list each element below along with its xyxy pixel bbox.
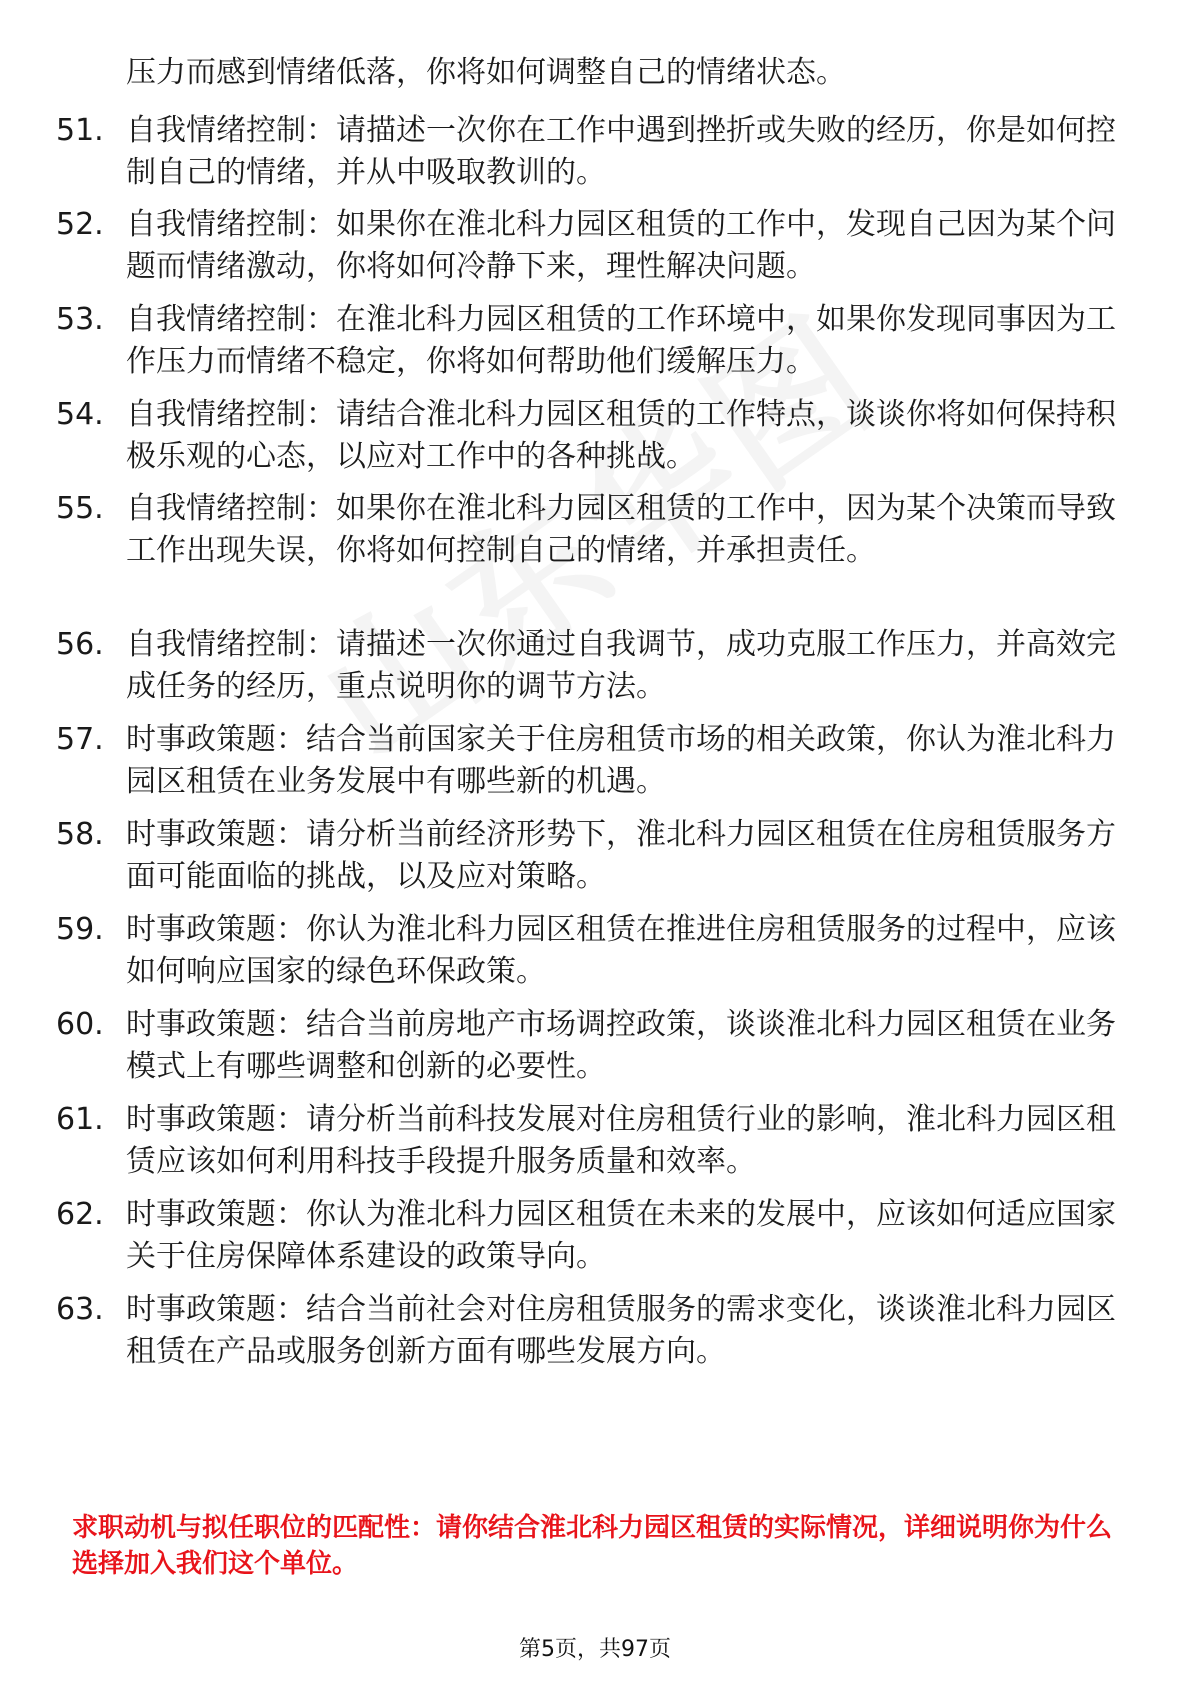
question-text: 时事政策题：结合当前国家关于住房租赁市场的相关政策，你认为淮北科力园区租赁在业务发展中有哪些新的机遇。 xyxy=(126,722,1116,799)
question-text: 自我情绪控制：请结合淮北科力园区租赁的工作特点，谈谈你将如何保持积极乐观的心态，以应对工作中的各种挑战。 xyxy=(126,397,1116,474)
question-number: 53. xyxy=(56,302,104,337)
question-number: 52. xyxy=(56,207,104,242)
question-text: 时事政策题：结合当前社会对住房租赁服务的需求变化，谈谈淮北科力园区租赁在产品或服务创新方面有哪些发展方向。 xyxy=(126,1292,1116,1369)
question-number: 62. xyxy=(56,1197,104,1232)
question-text: 时事政策题：你认为淮北科力园区租赁在推进住房租赁服务的过程中，应该如何响应国家的绿色环保政策。 xyxy=(126,912,1116,989)
question-text: 时事政策题：请分析当前科技发展对住房租赁行业的影响，淮北科力园区租赁应该如何利用科技手段提升服务质量和效率。 xyxy=(126,1102,1116,1179)
question-text: 时事政策题：结合当前房地产市场调控政策，谈谈淮北科力园区租赁在业务模式上有哪些调整和创新的必要性。 xyxy=(126,1007,1116,1084)
page-footer: 第5页，共97页 xyxy=(519,1637,671,1662)
question-number: 55. xyxy=(56,491,104,526)
question-number: 59. xyxy=(56,912,104,947)
question-number: 54. xyxy=(56,397,104,432)
question-number: 58. xyxy=(56,817,104,852)
question-text: 时事政策题：你认为淮北科力园区租赁在未来的发展中，应该如何适应国家关于住房保障体系建设的政策导向。 xyxy=(126,1197,1116,1274)
question-number: 56. xyxy=(56,627,104,662)
question-number: 63. xyxy=(56,1292,104,1327)
question-number: 61. xyxy=(56,1102,104,1137)
question-number: 51. xyxy=(56,113,104,148)
continuation-text: 压力而感到情绪低落，你将如何调整自己的情绪状态。 xyxy=(126,55,846,90)
question-text: 自我情绪控制：如果你在淮北科力园区租赁的工作中，因为某个决策而导致工作出现失误，你将如何控制自己的情绪，并承担责任。 xyxy=(126,491,1116,568)
question-text: 自我情绪控制：如果你在淮北科力园区租赁的工作中，发现自己因为某个问题而情绪激动，你将如何冷静下来，理性解决问题。 xyxy=(126,207,1116,284)
question-text: 自我情绪控制：在淮北科力园区租赁的工作环境中，如果你发现同事因为工作压力而情绪不稳定，你将如何帮助他们缓解压力。 xyxy=(126,302,1116,379)
question-text: 自我情绪控制：请描述一次你在工作中遇到挫折或失败的经历，你是如何控制自己的情绪，并从中吸取教训的。 xyxy=(126,113,1116,190)
question-text: 时事政策题：请分析当前经济形势下，淮北科力园区租赁在住房租赁服务方面可能面临的挑战，以及应对策略。 xyxy=(126,817,1116,894)
question-number: 57. xyxy=(56,722,104,757)
question-text: 自我情绪控制：请描述一次你通过自我调节，成功克服工作压力，并高效完成任务的经历，重点说明你的调节方法。 xyxy=(126,627,1116,704)
question-number: 60. xyxy=(56,1007,104,1042)
motivation-question: 求职动机与拟任职位的匹配性：请你结合淮北科力园区租赁的实际情况，详细说明你为什么选择加入我们这个单位。 xyxy=(72,1513,1113,1579)
